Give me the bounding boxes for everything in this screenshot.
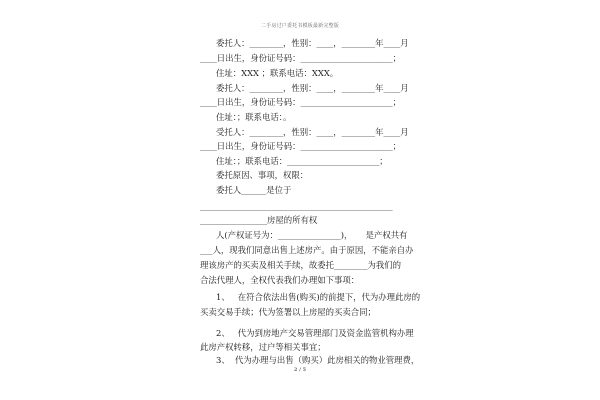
- text-line: ________________房屋的所有权: [200, 215, 318, 225]
- text-line: 人(产权证号为：_______________)， 是产权共有: [216, 230, 408, 240]
- text-line: ____日出生，身份证号码：______________________；: [200, 97, 401, 107]
- text-line: 理该房产的买卖及相关手续，故委托________为我们的: [200, 260, 401, 270]
- text-line: 委托人：________，性别：____，________年____月: [216, 83, 409, 93]
- text-line: 合法代理人，全权代表我们办理如下事项：: [200, 275, 360, 285]
- text-line: 买卖交易手续；代为签署以上房屋的买卖合同；: [200, 307, 376, 317]
- text-line: ____日出生，身份证号码：______________________；: [200, 53, 401, 63]
- text-line: 住址：；联系电话：。: [216, 112, 292, 122]
- page-number: 2 / 5: [293, 367, 307, 373]
- text-line: ___人，现我们同意出售上述房产。由于原因，不能亲自办: [200, 245, 414, 255]
- text-line: 此房产权转移，过户等相关事宜；: [200, 342, 326, 352]
- text-line: 3、 代为办理与出售（购买）此房相关的物业管理费，: [216, 355, 420, 365]
- text-line: 委托人：________，性别：____，________年____月: [216, 38, 409, 48]
- text-line: 住址：XXX ；联系电话：XXX。: [216, 68, 339, 78]
- text-line: 2、 代为到房地产交易管理部门及资金监管机构办理: [216, 328, 414, 338]
- text-line: ______________________________________________: [200, 201, 393, 211]
- page-header: 二手房过户委托书模板最新完整版: [260, 23, 339, 29]
- text-line: ____日出生，身份证号码：______________________；: [200, 141, 401, 151]
- text-line: 委托人______是位于: [216, 185, 292, 195]
- text-line: 委托原因、事项，权限：: [216, 170, 309, 180]
- text-line: 1、 在符合依法出售(购买)的前提下，代为办理此房的: [216, 292, 421, 302]
- text-line: 受托人：________，性别：____，________年____月: [216, 127, 409, 137]
- text-line: 住址：；联系电话：______________________；: [216, 156, 388, 166]
